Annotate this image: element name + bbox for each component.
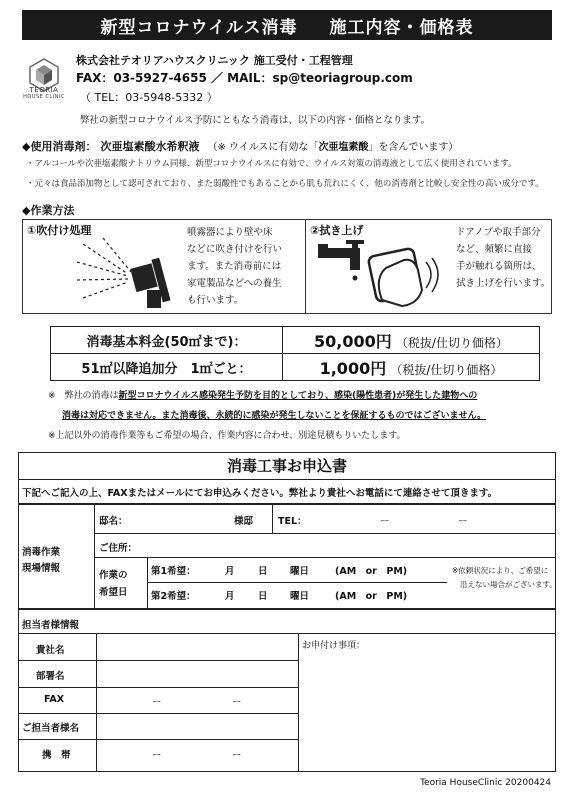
- chemical-note-bold: 次亜塩素酸: [318, 142, 369, 153]
- notice-line-2: 消毒は対応できません。また消毒後、永続的に感染が発生しないことを保証するものではございません。: [62, 411, 487, 421]
- site-label-2: 現場情報: [22, 563, 61, 574]
- logo-text: TEORIA HOUSE CLINIC: [23, 86, 65, 100]
- price-value: 1,000円 （税抜/仕切り価格）: [283, 354, 540, 381]
- price-table: [50, 326, 540, 381]
- pref2-label: 第2希望：: [151, 591, 196, 602]
- price-label: 51㎡以降追加分 1㎡ごと：: [51, 354, 283, 381]
- date-note-2: 沿えない場合がございます。: [460, 580, 557, 589]
- owner-suffix: 様邸: [234, 516, 254, 527]
- dept-field[interactable]: [100, 666, 294, 682]
- sprayer-icon: [73, 234, 183, 314]
- method-box: [22, 219, 552, 314]
- staff-heading: 担当者様情報: [22, 620, 80, 631]
- footer-version: Teoria HouseClinic 20200424: [420, 778, 551, 788]
- chemical-name: 次亜塩素酸水希釈液: [100, 140, 200, 153]
- chemical-bullet-1: ・アルコールや次亜塩素酸ナトリウム同様、新型コロナウイルスに有効で、ウイルス対策の消毒液として広く使用されています。: [26, 159, 517, 169]
- chemical-note-post: 」を含んでいます）: [368, 142, 459, 153]
- fax-dash-2: ー: [232, 697, 242, 708]
- company-field[interactable]: [100, 640, 294, 656]
- method-heading: ◆作業方法: [22, 204, 75, 217]
- site-label-1: 消毒作業: [22, 547, 61, 558]
- chemical-note-pre: （※ ウイルスに有効な「: [207, 142, 319, 153]
- pref1-day: 日: [258, 566, 268, 577]
- date-label-1: 作業の: [99, 570, 128, 581]
- person-field-label: ご担当者様名: [22, 723, 80, 734]
- fax-dash-1: ー: [152, 697, 162, 708]
- pref2-ampm: (AM or PM): [335, 591, 408, 602]
- date-note-1: ※依頼状況により、ご希望に: [452, 566, 549, 575]
- notes-label: お申付け事項：: [302, 641, 366, 651]
- chemical-heading: ◆使用消毒剤：: [22, 140, 97, 153]
- notice-line-3: ※上記以外の消毒作業等もご希望の場合、作業内容に合わせ、別途見積もりいたします。: [48, 431, 406, 441]
- mobile-dash-1: ー: [152, 750, 162, 761]
- wipe-title: ②拭き上げ: [310, 224, 364, 237]
- company-field-label: 貴社名: [36, 645, 65, 656]
- fax-field-label: FAX: [44, 694, 65, 705]
- wipe-description: ドアノブや取手部分 など、頻繁に直接 手が触れる箇所は、 拭き上げを行います。: [456, 227, 551, 289]
- notice-line-1: ※ 弊社の消毒は新型コロナウイルス感染発生予防を目的としており、感染(陽性患者)が発生した建物への: [48, 391, 478, 401]
- pref2-day: 日: [258, 591, 268, 602]
- wipe-panel: [306, 220, 551, 313]
- intro-text: 弊社の新型コロナウイルス予防にともなう消毒は、以下の内容・価格となります。: [80, 115, 431, 126]
- address-field[interactable]: [150, 539, 550, 553]
- tel-dash-2: ー: [458, 516, 468, 527]
- spray-panel: [23, 220, 306, 313]
- spray-description: 噴霧器により壁や床 などに吹き付けを行い ます。また消毒前には 家電製品などへの養生 も行います。: [187, 227, 283, 306]
- company-fax-mail: FAX：03-5927-4655 ／ MAIL：sp@teoriagroup.com: [76, 71, 413, 85]
- owner-label: 邸名：: [99, 516, 128, 527]
- price-row: [51, 327, 540, 354]
- pref2-weekday: 曜日: [290, 591, 310, 602]
- owner-name-field[interactable]: [142, 512, 234, 526]
- address-label: ご住所：: [99, 543, 138, 554]
- page-title-right: 施工内容・価格表: [329, 17, 474, 38]
- date-label-2: 希望日: [99, 587, 128, 598]
- pref1-ampm: (AM or PM): [335, 566, 408, 577]
- pref1-label: 第1希望：: [151, 566, 196, 577]
- page-title-banner: [22, 10, 552, 40]
- company-name: 株式会社テオリアハウスクリニック 施工受付・工程管理: [76, 54, 353, 67]
- mobile-dash-2: ー: [232, 750, 242, 761]
- price-label: 消毒基本料金(50㎡まで)：: [51, 327, 283, 354]
- mobile-field-label: 携 帯: [42, 750, 71, 761]
- dept-field-label: 部署名: [36, 671, 65, 682]
- company-tel: （ TEL：03-5948-5332 ）: [80, 91, 218, 104]
- price-value: 50,000円 （税抜/仕切り価格）: [283, 327, 540, 354]
- chemical-line: [22, 138, 458, 154]
- pref1-weekday: 曜日: [290, 566, 310, 577]
- page-title-left: 新型コロナウイルス消毒: [100, 17, 298, 38]
- chemical-bullet-2: ・元々は食品添加物として認可されており、また弱酸性でもあることから肌も荒れにくく、他の消毒剤と比較し安全性の高い成分です。: [26, 179, 544, 189]
- pref2-month: 月: [225, 591, 235, 602]
- person-field[interactable]: [100, 718, 294, 734]
- tel-dash-1: ー: [380, 516, 390, 527]
- tel-label: TEL：: [278, 516, 307, 527]
- form-title: 消毒工事お申込書: [18, 452, 556, 480]
- price-row: [51, 354, 540, 381]
- pref1-month: 月: [225, 566, 235, 577]
- notes-field[interactable]: [302, 654, 552, 768]
- faucet-wipe-icon: [314, 238, 444, 312]
- form-instructions: 下記へご記入の上、FAXまたはメールにてお申込みください。弊社より貴社へお電話にて連絡させて頂きます。: [22, 488, 498, 499]
- spray-title: ①吹付け処理: [27, 224, 92, 237]
